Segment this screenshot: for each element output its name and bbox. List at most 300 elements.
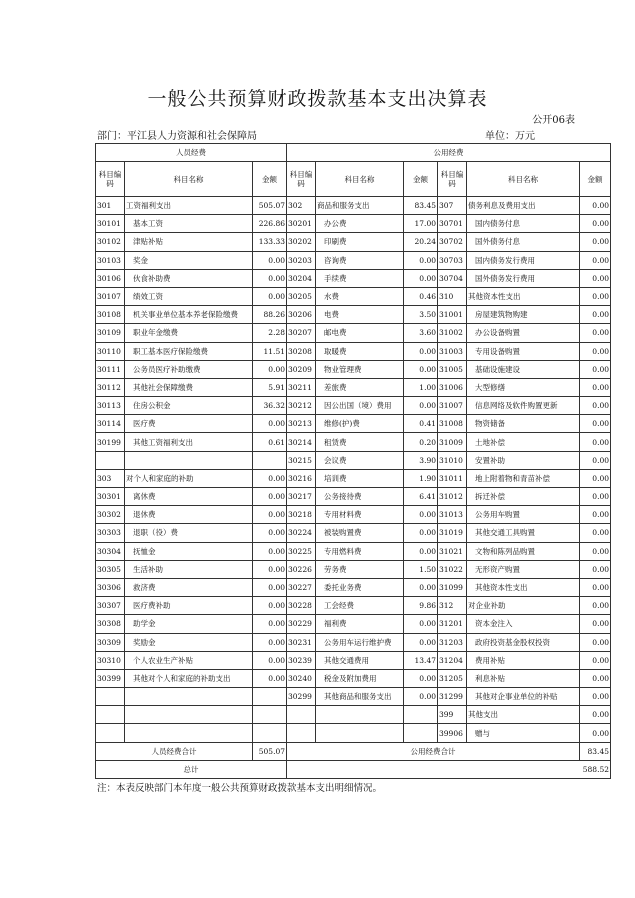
cell-amount: 0.00 [253,633,287,651]
cell-code: 30310 [96,651,125,669]
cell-amount: 0.00 [580,378,611,396]
cell-code: 31001 [438,306,467,324]
cell-name: 办公费 [316,215,404,233]
table-row [96,469,611,487]
cell-amount: 0.00 [253,251,287,269]
cell-code: 30224 [287,524,316,542]
cell-name: 其他工资福利支出 [125,433,253,451]
table-row [96,197,611,215]
cell-amount: 0.00 [580,251,611,269]
cell-amount: 0.00 [404,342,438,360]
cell-code: 31204 [438,651,467,669]
cell-amount: 3.90 [404,451,438,469]
cell-amount: 0.00 [404,506,438,524]
cell-amount: 0.00 [580,197,611,215]
public-header: 公用经费 [287,144,611,162]
cell-amount: 5.91 [253,378,287,396]
cell-code: 30701 [438,215,467,233]
table-row [96,615,611,633]
cell-code: 31022 [438,560,467,578]
cell-name: 国内债务付息 [467,215,580,233]
table-row [96,269,611,287]
cell-amount: 0.00 [580,324,611,342]
cell-amount: 0.00 [580,469,611,487]
table-row [96,215,611,233]
cell-code: 31007 [438,397,467,415]
cell-name: 大型修缮 [467,378,580,396]
cell-code: 30213 [287,415,316,433]
cell-amount: 1.00 [404,378,438,396]
cell-code: 30228 [287,597,316,615]
cell-name: 其他资本性支出 [467,287,580,305]
cell-name: 退职（役）费 [125,524,253,542]
cell-name: 工会经费 [316,597,404,615]
cell-name: 救济费 [125,578,253,596]
cell-name: 因公出国（境）费用 [316,397,404,415]
table-row [96,560,611,578]
cell-amount: 0.00 [404,669,438,687]
cell-code: 30106 [96,269,125,287]
cell-amount: 0.00 [253,669,287,687]
cell-name: 商品和服务支出 [316,197,404,215]
cell-amount: 0.00 [404,542,438,560]
cell-amount: 3.60 [404,324,438,342]
cell-name: 拆迁补偿 [467,488,580,506]
table-row [96,669,611,687]
cell-code [287,724,316,742]
cell-name: 房屋建筑物购建 [467,306,580,324]
cell-name: 抚恤金 [125,542,253,560]
cell-amount: 0.00 [580,724,611,742]
amount-header: 金额 [253,162,287,197]
cell-name: 差旅费 [316,378,404,396]
cell-name: 其他对个人和家庭的补助支出 [125,669,253,687]
grand-total-label: 总计 [96,760,287,778]
cell-name: 资本金注入 [467,615,580,633]
cell-amount: 0.41 [404,415,438,433]
table-row [96,506,611,524]
personnel-total-value: 505.07 [253,742,287,760]
cell-code: 31010 [438,451,467,469]
cell-code: 30217 [287,488,316,506]
cell-amount: 0.00 [404,251,438,269]
code-header: 科目编码 [96,162,125,197]
cell-code: 30111 [96,360,125,378]
table-row [96,597,611,615]
cell-amount: 0.20 [404,433,438,451]
cell-name: 委托业务费 [316,578,404,596]
cell-name: 信息网络及软件购置更新 [467,397,580,415]
cell-amount: 0.00 [580,269,611,287]
cell-code: 31019 [438,524,467,542]
cell-amount: 0.00 [580,688,611,706]
expenditure-table [95,143,611,779]
cell-code: 30229 [287,615,316,633]
cell-amount: 83.45 [404,197,438,215]
cell-code [96,724,125,742]
cell-code: 301 [96,197,125,215]
cell-name: 邮电费 [316,324,404,342]
cell-amount: 0.00 [253,542,287,560]
cell-amount: 0.00 [580,578,611,596]
cell-name: 其他交通费用 [316,651,404,669]
name-header: 科目名称 [125,162,253,197]
cell-code: 30206 [287,306,316,324]
cell-name: 咨询费 [316,251,404,269]
cell-name: 培训费 [316,469,404,487]
cell-amount: 0.00 [580,615,611,633]
page-title: 一般公共预算财政拨款基本支出决算表 [147,88,488,110]
cell-amount: 0.00 [580,524,611,542]
cell-code: 31003 [438,342,467,360]
cell-code [287,706,316,724]
cell-amount: 0.00 [404,360,438,378]
cell-amount: 0.00 [404,633,438,651]
cell-code [96,688,125,706]
cell-code: 30114 [96,415,125,433]
cell-name: 文物和陈列品购置 [467,542,580,560]
grand-total-value: 588.52 [287,760,611,778]
cell-amount: 3.50 [404,306,438,324]
cell-name: 地上附着物和青苗补偿 [467,469,580,487]
cell-amount: 6.41 [404,488,438,506]
cell-amount: 0.00 [580,233,611,251]
cell-name: 物业管理费 [316,360,404,378]
cell-name: 对个人和家庭的补助 [125,469,253,487]
cell-amount: 0.00 [404,615,438,633]
cell-name: 国外债务付息 [467,233,580,251]
cell-name: 国外债务发行费用 [467,269,580,287]
cell-name: 租赁费 [316,433,404,451]
cell-code: 30305 [96,560,125,578]
cell-amount: 0.00 [580,360,611,378]
cell-amount: 0.00 [580,560,611,578]
cell-amount: 17.00 [404,215,438,233]
table-row [96,342,611,360]
cell-amount [404,724,438,742]
cell-amount [253,451,287,469]
cell-name: 绩效工资 [125,287,253,305]
table-row [96,706,611,724]
cell-amount: 0.00 [580,633,611,651]
cell-code: 30110 [96,342,125,360]
cell-name: 赠与 [467,724,580,742]
cell-amount: 0.00 [580,306,611,324]
cell-code: 30203 [287,251,316,269]
cell-name: 其他商品和服务支出 [316,688,404,706]
cell-amount: 0.00 [253,506,287,524]
cell-code: 312 [438,597,467,615]
cell-amount: 1.50 [404,560,438,578]
cell-name: 专用设备购置 [467,342,580,360]
cell-code: 30101 [96,215,125,233]
cell-name: 其他交通工具购置 [467,524,580,542]
table-row [96,287,611,305]
cell-name: 印刷费 [316,233,404,251]
table-row [96,360,611,378]
cell-name: 其他对企事业单位的补贴 [467,688,580,706]
cell-code: 31005 [438,360,467,378]
cell-name: 公务员医疗补助缴费 [125,360,253,378]
cell-code: 303 [96,469,125,487]
amount-header: 金额 [580,162,611,197]
cell-amount: 0.00 [580,215,611,233]
cell-code: 30205 [287,287,316,305]
cell-code: 30113 [96,397,125,415]
cell-code: 30302 [96,506,125,524]
cell-amount: 0.00 [253,287,287,305]
cell-name: 电费 [316,306,404,324]
cell-name: 其他社会保障缴费 [125,378,253,396]
cell-code: 307 [438,197,467,215]
table-row [96,524,611,542]
cell-name: 物资储备 [467,415,580,433]
cell-code: 31099 [438,578,467,596]
cell-code: 30240 [287,669,316,687]
table-row [96,651,611,669]
cell-name [125,724,253,742]
cell-code [96,706,125,724]
cell-code: 30307 [96,597,125,615]
cell-code: 30103 [96,251,125,269]
code-header: 科目编码 [287,162,316,197]
cell-amount: 0.61 [253,433,287,451]
cell-amount: 0.00 [404,578,438,596]
table-row [96,542,611,560]
cell-name: 医疗费 [125,415,253,433]
cell-name: 水费 [316,287,404,305]
cell-code: 30202 [287,233,316,251]
cell-code: 30306 [96,578,125,596]
cell-amount: 0.00 [253,560,287,578]
cell-code: 302 [287,197,316,215]
cell-code: 31021 [438,542,467,560]
cell-name: 公务接待费 [316,488,404,506]
cell-amount [253,706,287,724]
cell-code: 30704 [438,269,467,287]
cell-name: 退休费 [125,506,253,524]
cell-name: 维修(护)费 [316,415,404,433]
cell-amount: 0.00 [253,488,287,506]
cell-name: 基本工资 [125,215,253,233]
cell-code: 31299 [438,688,467,706]
cell-amount: 0.00 [580,669,611,687]
cell-code: 30102 [96,233,125,251]
cell-name: 奖励金 [125,633,253,651]
cell-code: 31002 [438,324,467,342]
cell-amount: 0.00 [580,488,611,506]
cell-name: 生活补助 [125,560,253,578]
cell-amount: 0.00 [580,706,611,724]
cell-name: 公务用车购置 [467,506,580,524]
cell-code: 30239 [287,651,316,669]
cell-amount: 0.00 [580,433,611,451]
cell-name: 奖金 [125,251,253,269]
cell-name: 会议费 [316,451,404,469]
personnel-header: 人员经费 [96,144,287,162]
cell-code: 31006 [438,378,467,396]
public-total-label: 公用经费合计 [287,742,580,760]
cell-code: 30199 [96,433,125,451]
code-header: 科目编码 [438,162,467,197]
cell-amount: 0.00 [253,269,287,287]
cell-amount: 0.00 [253,597,287,615]
cell-code: 31203 [438,633,467,651]
cell-code: 399 [438,706,467,724]
cell-code: 30112 [96,378,125,396]
table-row [96,251,611,269]
cell-name [125,688,253,706]
cell-code: 30208 [287,342,316,360]
table-row [96,488,611,506]
cell-amount: 0.00 [580,287,611,305]
cell-code: 30703 [438,251,467,269]
cell-code: 30303 [96,524,125,542]
cell-name: 国内债务发行费用 [467,251,580,269]
cell-amount: 133.33 [253,233,287,251]
table-row [96,378,611,396]
cell-name: 被装购置费 [316,524,404,542]
cell-amount: 0.00 [580,542,611,560]
cell-code: 31008 [438,415,467,433]
cell-name: 费用补贴 [467,651,580,669]
table-row [96,415,611,433]
table-row [96,578,611,596]
cell-name: 机关事业单位基本养老保险缴费 [125,306,253,324]
cell-name: 债务利息及费用支出 [467,197,580,215]
cell-code: 30231 [287,633,316,651]
amount-header: 金额 [404,162,438,197]
cell-name: 个人农业生产补贴 [125,651,253,669]
cell-name: 离休费 [125,488,253,506]
table-row [96,433,611,451]
cell-name: 医疗费补助 [125,597,253,615]
cell-name: 其他资本性支出 [467,578,580,596]
cell-code: 31205 [438,669,467,687]
cell-amount: 0.46 [404,287,438,305]
cell-code: 30204 [287,269,316,287]
cell-code: 30209 [287,360,316,378]
cell-name [125,451,253,469]
table-row [96,324,611,342]
cell-code: 30301 [96,488,125,506]
cell-amount: 0.00 [580,415,611,433]
cell-name: 对企业补助 [467,597,580,615]
cell-amount: 2.28 [253,324,287,342]
cell-name: 助学金 [125,615,253,633]
cell-code: 30304 [96,542,125,560]
cell-amount: 0.00 [404,688,438,706]
table-body [96,197,611,743]
table-row [96,233,611,251]
cell-amount: 0.00 [253,615,287,633]
cell-amount: 0.00 [580,651,611,669]
cell-code: 31201 [438,615,467,633]
cell-code: 31012 [438,488,467,506]
cell-name: 政府投资基金股权投资 [467,633,580,651]
cell-name: 利息补贴 [467,669,580,687]
cell-code: 30212 [287,397,316,415]
cell-amount: 11.51 [253,342,287,360]
cell-code: 30702 [438,233,467,251]
cell-amount: 0.00 [580,451,611,469]
cell-name: 工资福利支出 [125,197,253,215]
cell-code: 30226 [287,560,316,578]
cell-name: 安置补助 [467,451,580,469]
cell-amount [253,688,287,706]
cell-code: 310 [438,287,467,305]
public-total-value: 83.45 [580,742,611,760]
unit-label: 单位：万元 [485,131,535,142]
cell-amount [404,706,438,724]
cell-name: 无形资产购置 [467,560,580,578]
cell-amount: 0.00 [580,506,611,524]
cell-code: 30211 [287,378,316,396]
cell-amount: 88.26 [253,306,287,324]
form-number: 公开06表 [532,115,575,126]
table-row [96,724,611,742]
cell-name: 职业年金缴费 [125,324,253,342]
cell-code: 30214 [287,433,316,451]
cell-name: 税金及附加费用 [316,669,404,687]
cell-name: 福利费 [316,615,404,633]
cell-name: 专用燃料费 [316,542,404,560]
cell-name: 取暖费 [316,342,404,360]
cell-code: 30216 [287,469,316,487]
cell-amount: 13.47 [404,651,438,669]
cell-amount: 20.24 [404,233,438,251]
personnel-total-label: 人员经费合计 [96,742,253,760]
name-header: 科目名称 [316,162,404,197]
footnote: 注：本表反映部门本年度一般公共预算财政拨款基本支出明细情况。 [97,783,383,794]
cell-name: 住房公积金 [125,397,253,415]
cell-name: 公务用车运行维护费 [316,633,404,651]
cell-name: 其他支出 [467,706,580,724]
cell-amount: 0.00 [404,397,438,415]
cell-amount: 0.00 [253,651,287,669]
cell-name: 伙食补助费 [125,269,253,287]
cell-name [316,706,404,724]
cell-code: 30109 [96,324,125,342]
cell-name: 津贴补贴 [125,233,253,251]
cell-amount [253,724,287,742]
cell-code [96,451,125,469]
cell-amount: 0.00 [253,360,287,378]
cell-code: 30107 [96,287,125,305]
cell-amount: 0.00 [253,524,287,542]
table-row [96,306,611,324]
cell-name: 基础设施建设 [467,360,580,378]
cell-amount: 9.86 [404,597,438,615]
cell-amount: 226.86 [253,215,287,233]
cell-amount: 0.00 [404,269,438,287]
cell-name: 职工基本医疗保险缴费 [125,342,253,360]
cell-amount: 0.00 [253,415,287,433]
cell-code: 30201 [287,215,316,233]
cell-name: 劳务费 [316,560,404,578]
cell-amount: 0.00 [253,469,287,487]
cell-code: 30218 [287,506,316,524]
cell-code: 30399 [96,669,125,687]
cell-code: 30215 [287,451,316,469]
cell-code: 31009 [438,433,467,451]
cell-code: 30225 [287,542,316,560]
cell-amount: 505.07 [253,197,287,215]
table-row [96,633,611,651]
cell-name: 专用材料费 [316,506,404,524]
cell-amount: 0.00 [580,597,611,615]
cell-amount: 0.00 [580,342,611,360]
